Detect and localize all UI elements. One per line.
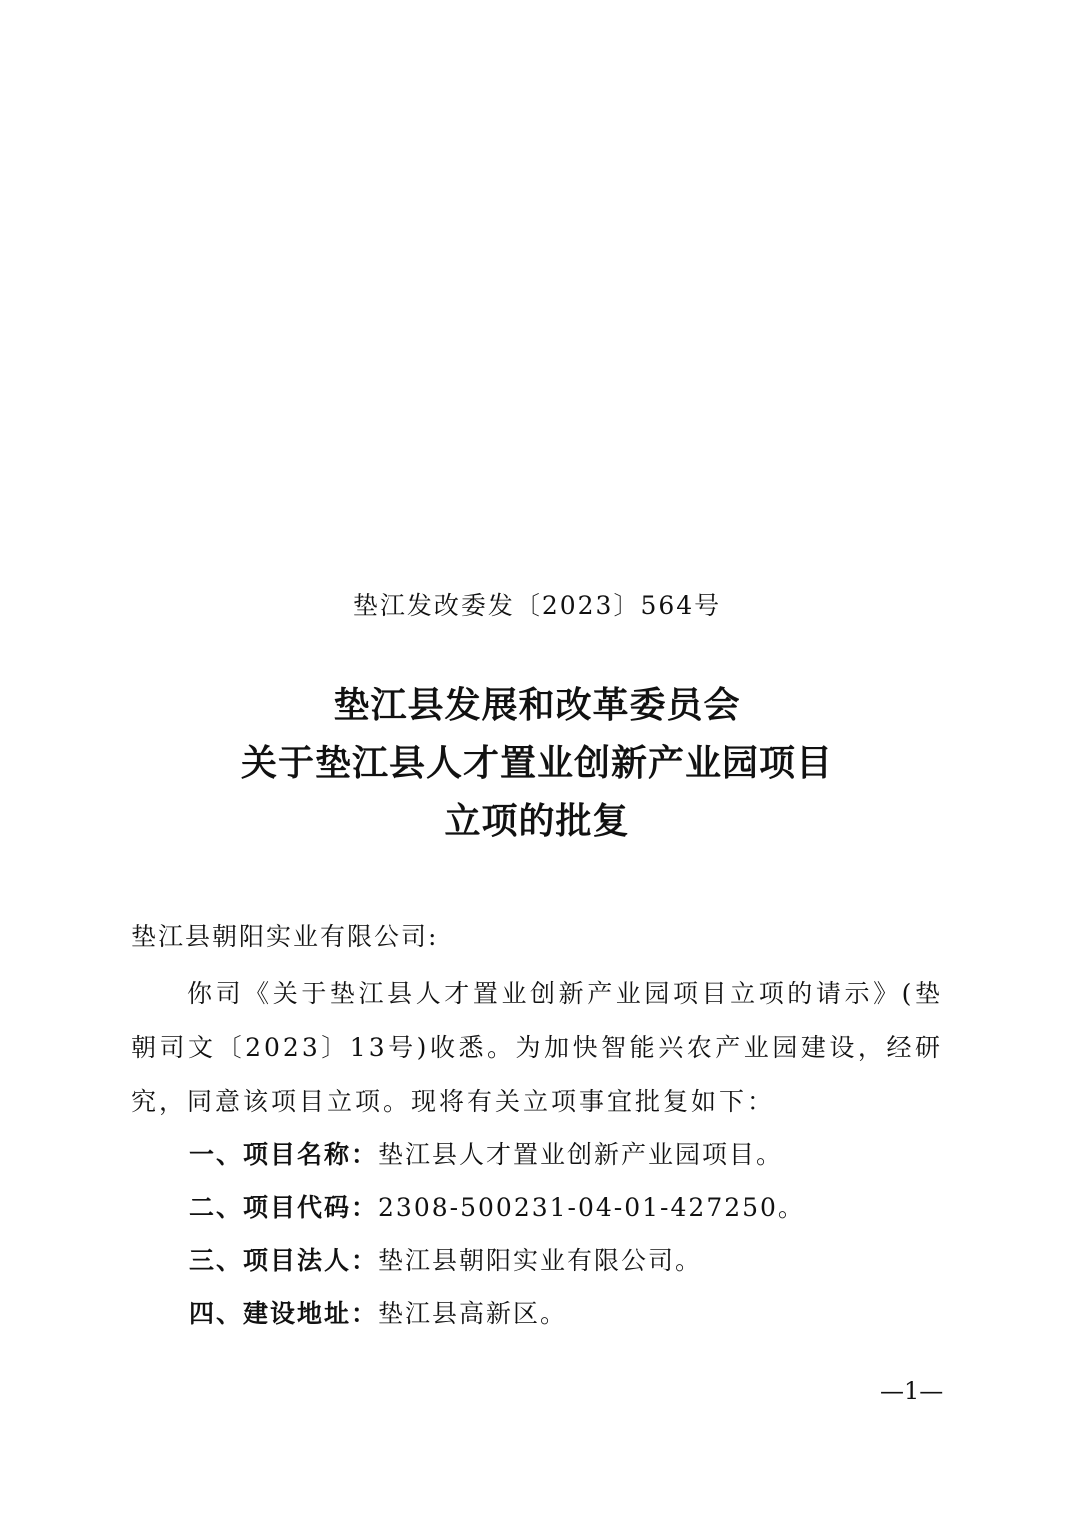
item-separator: ： [351,1140,379,1169]
list-item [189,1287,805,1340]
list-item [189,1181,805,1234]
item-separator: ： [351,1193,379,1222]
item-value: 垫江县人才置业创新产业园项目。 [378,1140,784,1169]
addressee: 垫江县朝阳实业有限公司: [131,922,439,951]
list-item [189,1234,805,1287]
list-item [189,1128,805,1181]
approval-items-list [189,1128,805,1340]
title-line-1: 垫江县发展和改革委员会 [333,685,741,726]
page-number: —1— [880,1377,944,1405]
title-line-2: 关于垫江县人才置业创新产业园项目 [240,743,833,784]
item-label: 一、项目名称 [189,1140,352,1169]
item-label: 二、项目代码 [189,1193,352,1222]
title-line-3: 立项的批复 [444,801,630,842]
item-value: 2308-500231-04-01-427250。 [378,1193,805,1222]
item-separator: ： [351,1299,379,1328]
document-title [0,677,1074,851]
document-number: 垫江发改委发〔2023〕564号 [352,591,722,620]
item-value: 垫江县高新区。 [378,1299,568,1328]
body-paragraph: 你司《关于垫江县人才置业创新产业园项目立项的请示》(垫朝司文〔2023〕13号)收悉。为加快智能兴农产业园建设，经研究，同意该项目立项。现将有关立项事宜批复如下： [131,979,943,1116]
item-label: 四、建设地址 [189,1299,352,1328]
item-value: 垫江县朝阳实业有限公司。 [378,1246,703,1275]
item-separator: ： [351,1246,379,1275]
item-label: 三、项目法人 [189,1246,352,1275]
